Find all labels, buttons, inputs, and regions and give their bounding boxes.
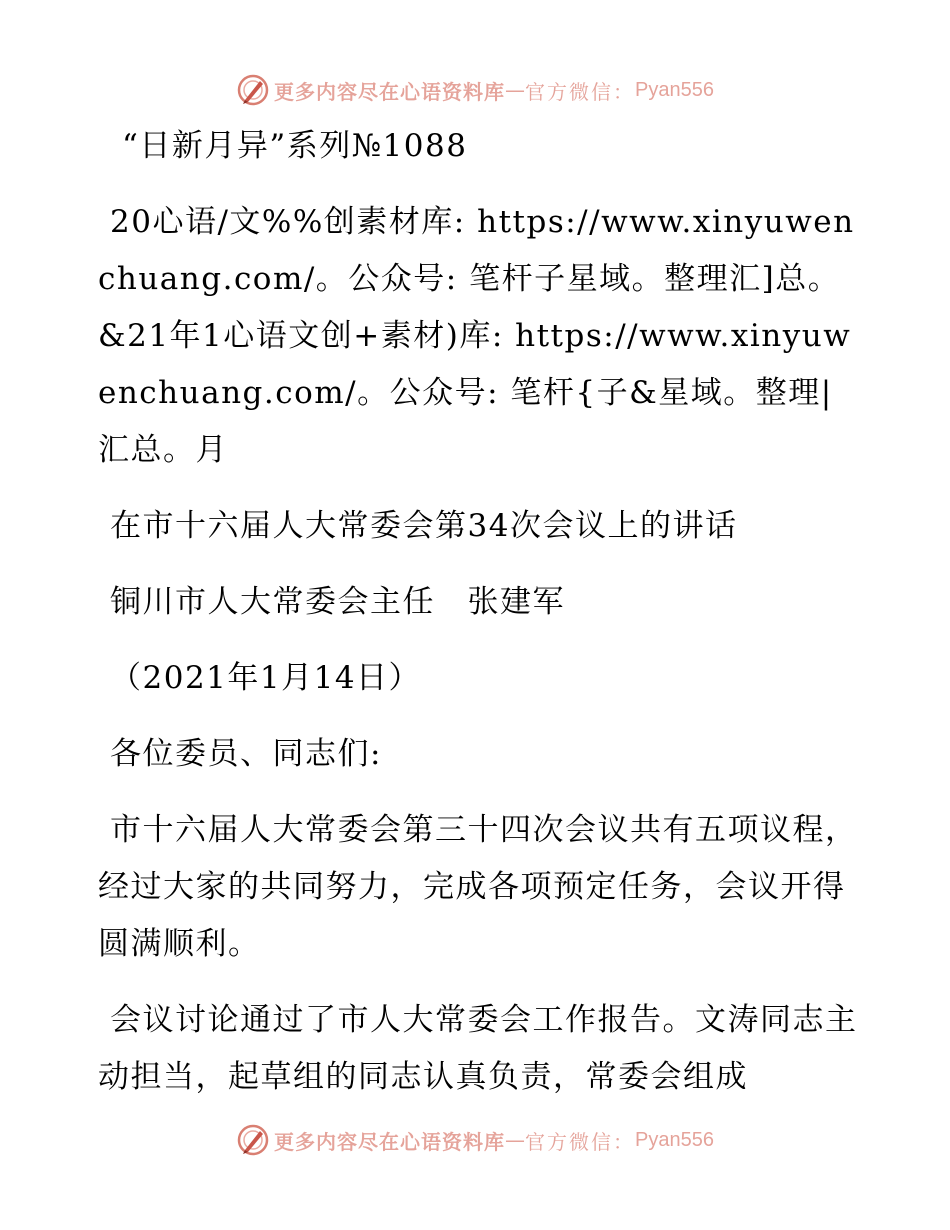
watermark-separator: — (505, 78, 526, 102)
body-paragraph: 会议讨论通过了市人大常委会工作报告。文涛同志主动担当，起草组的同志认真负责，常委会组成 (98, 1002, 858, 1095)
watermark-wechat-id: Pyan556 (635, 78, 714, 101)
watermark-site-text: 更多内容尽在心语资料库 (274, 79, 506, 104)
speaker-line: 铜川市人大常委会主任 张建军 (110, 584, 565, 620)
speech-date: （2021年1月14日） (110, 660, 422, 696)
speech-title: 在市十六届人大常委会第34次会议上的讲话 (110, 508, 738, 544)
watermark-banner-bottom (0, 1120, 950, 1160)
pen-logo-icon (236, 1123, 270, 1157)
pen-logo-icon (236, 73, 270, 107)
watermark-site-text: 更多内容尽在心语资料库 (274, 1129, 506, 1154)
watermark-separator: — (505, 1128, 526, 1152)
watermark-wechat-id: Pyan556 (635, 1128, 714, 1151)
document-body (98, 118, 858, 1106)
watermark-label: 官方微信： (525, 1129, 636, 1154)
body-paragraph: 市十六届人大常委会第三十四次会议共有五项议程，经过大家的共同努力，完成各项预定任务，会议开得圆满顺利。 (98, 812, 858, 962)
source-note: 20心语/文%%创素材库: https://www.xinyuwenchuang.com/。公众号: 笔杆子星域。整理汇]总。&21年1心语文创+素材)库: https://www.xinyuwenchuang.com/。公众号: 笔杆{子&星域。整理|汇总。月 (98, 204, 855, 468)
watermark-label: 官方微信： (525, 79, 636, 104)
watermark-banner-top (0, 70, 950, 110)
salutation: 各位委员、同志们: (110, 736, 382, 772)
series-title: “日新月异”系列№1088 (122, 128, 468, 164)
